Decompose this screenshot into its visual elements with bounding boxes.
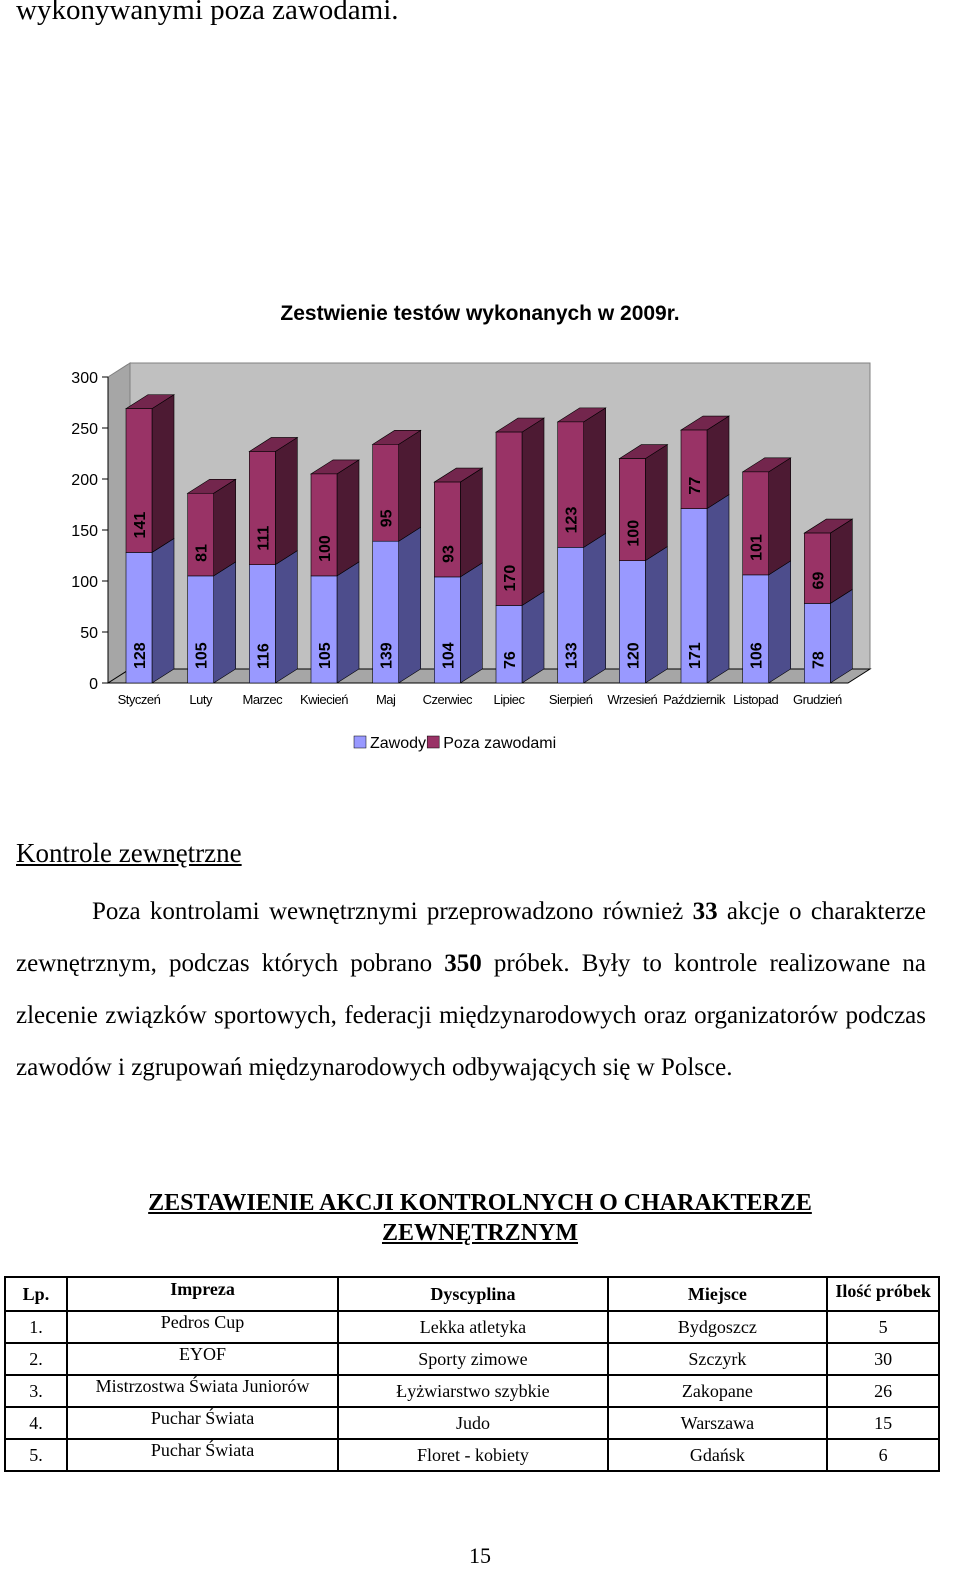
header-lp: Lp. <box>5 1277 67 1311</box>
data-label-zawody: 104 <box>440 642 458 669</box>
cell-impreza-text: Puchar Świata <box>150 1439 255 1460</box>
x-tick-label: Październik <box>663 692 725 707</box>
x-tick-label: Listopad <box>733 692 779 707</box>
bar-poza-zawodami <box>681 430 707 509</box>
cell-ilosc: 5 <box>827 1311 939 1343</box>
header-impreza-label: Impreza <box>170 1279 235 1299</box>
table-row <box>5 1375 939 1407</box>
bar-zawody <box>496 605 522 683</box>
bar-side-zawody <box>275 551 297 683</box>
bar-side-zawody <box>460 563 482 683</box>
x-tick-label: Kwiecień <box>299 692 349 707</box>
data-label-poza-zawodami: 170 <box>502 564 519 592</box>
cell-lp: 1. <box>5 1311 67 1343</box>
bar-side-poza-zawodami <box>584 408 606 547</box>
bar-side-zawody <box>769 561 791 683</box>
bar-side-poza-zawodami <box>645 445 667 561</box>
table-title-line-1: ZESTAWIENIE AKCJI KONTROLNYCH O CHARAKTERZE <box>148 1190 812 1216</box>
paragraph-text-1: Poza kontrolami wewnętrznymi przeprowadzono również <box>92 898 693 925</box>
data-label-zawody: 105 <box>317 642 334 669</box>
legend-label: Poza zawodami <box>443 735 557 752</box>
cell-dyscyplina: Sporty zimowe <box>338 1343 607 1375</box>
cell-miejsce: Bydgoszcz <box>608 1311 828 1343</box>
cell-lp: 5. <box>5 1439 67 1471</box>
bar-side-poza-zawodami <box>460 468 482 577</box>
x-tick-label: Sierpień <box>548 692 593 707</box>
paragraph-text-2: akcje o charakterze zewnętrznym, podczas których pobrano <box>16 898 926 977</box>
y-tick-label: 250 <box>71 421 98 438</box>
cell-dyscyplina: Lekka atletyka <box>338 1311 607 1343</box>
data-label-zawody: 76 <box>502 651 519 669</box>
page-number: 15 <box>469 1543 491 1568</box>
cell-miejsce: Warszawa <box>608 1407 828 1439</box>
legend-label: Zawody <box>370 735 427 752</box>
legend-swatch <box>427 736 439 748</box>
data-label-zawody: 78 <box>810 651 828 669</box>
data-label-poza-zawodami: 111 <box>255 525 273 551</box>
y-tick-label: 50 <box>80 625 98 642</box>
table-title-line-2: ZEWNĘTRZNYM <box>381 1220 579 1246</box>
data-label-poza-zawodami: 101 <box>748 534 766 561</box>
cell-impreza-text: EYOF <box>179 1343 227 1364</box>
bar-side-poza-zawodami <box>275 437 297 564</box>
cell-miejsce: Gdańsk <box>608 1439 828 1471</box>
x-tick-label: Luty <box>189 692 212 707</box>
cell-impreza <box>67 1311 338 1343</box>
section-heading: Kontrole zewnętrzne <box>16 838 242 868</box>
cell-dyscyplina: Judo <box>338 1407 607 1439</box>
data-label-poza-zawodami: 93 <box>440 545 458 563</box>
data-label-zawody: 171 <box>687 642 704 669</box>
header-miejsce: Miejsce <box>608 1277 828 1311</box>
table-row <box>5 1439 939 1471</box>
y-tick-label: 100 <box>71 574 98 591</box>
data-label-poza-zawodami: 100 <box>317 535 334 562</box>
bar-side-poza-zawodami <box>830 519 852 603</box>
data-label-poza-zawodami: 77 <box>687 476 704 495</box>
cell-ilosc: 6 <box>827 1439 939 1471</box>
data-label-zawody: 139 <box>378 642 396 669</box>
bar-side-poza-zawodami <box>522 418 544 605</box>
paragraph-count-samples: 350 <box>444 950 482 977</box>
bar-side-zawody <box>399 527 421 683</box>
table-header-row <box>5 1277 939 1311</box>
bar-side-poza-zawodami <box>707 416 729 509</box>
data-label-zawody: 105 <box>193 642 211 669</box>
stacked-bar-chart <box>0 350 960 770</box>
x-tick-label: Lipiec <box>493 692 525 707</box>
table-row <box>5 1407 939 1439</box>
data-label-poza-zawodami: 141 <box>132 511 149 539</box>
x-tick-label: Grudzień <box>792 692 842 707</box>
x-tick-label: Maj <box>375 692 396 707</box>
bar-side-poza-zawodami <box>769 458 791 575</box>
x-tick-label: Marzec <box>242 692 283 707</box>
data-label-poza-zawodami: 123 <box>563 506 581 534</box>
data-label-poza-zawodami: 69 <box>810 571 828 590</box>
bar-side-poza-zawodami <box>337 460 359 576</box>
x-tick-label: Czerwiec <box>422 692 473 707</box>
cell-ilosc: 30 <box>827 1343 939 1375</box>
data-label-zawody: 133 <box>563 642 581 669</box>
legend-swatch <box>354 736 366 748</box>
cell-ilosc: 15 <box>827 1407 939 1439</box>
cell-lp: 2. <box>5 1343 67 1375</box>
y-tick-label: 200 <box>71 472 98 489</box>
x-tick-label: Styczeń <box>117 692 161 707</box>
cell-miejsce: Szczyrk <box>608 1343 828 1375</box>
bar-poza-zawodami <box>188 493 214 576</box>
cell-miejsce: Zakopane <box>608 1375 828 1407</box>
cell-impreza-text: Pedros Cup <box>160 1311 245 1332</box>
data-label-zawody: 128 <box>132 642 149 669</box>
data-label-poza-zawodami: 95 <box>378 509 396 528</box>
data-label-poza-zawodami: 81 <box>193 544 211 562</box>
bar-side-zawody <box>584 533 606 683</box>
cell-dyscyplina: Floret - kobiety <box>338 1439 607 1471</box>
cell-impreza <box>67 1439 338 1471</box>
table-row <box>5 1311 939 1343</box>
table-title <box>0 1188 960 1248</box>
cell-ilosc: 26 <box>827 1375 939 1407</box>
bar-side-zawody <box>645 547 667 683</box>
table-row <box>5 1343 939 1375</box>
bar-side-poza-zawodami <box>214 479 236 576</box>
data-label-zawody: 120 <box>625 642 643 669</box>
cell-dyscyplina: Łyżwiarstwo szybkie <box>338 1375 607 1407</box>
external-controls-table <box>4 1276 940 1472</box>
data-label-zawody: 116 <box>255 643 273 669</box>
cell-impreza <box>67 1375 338 1407</box>
x-tick-label: Wrzesień <box>607 692 658 707</box>
cell-impreza <box>67 1407 338 1439</box>
header-dyscyplina: Dyscyplina <box>338 1277 607 1311</box>
header-impreza <box>67 1277 338 1311</box>
cell-impreza <box>67 1343 338 1375</box>
paragraph-count-actions: 33 <box>692 898 718 925</box>
bar-zawody <box>804 603 830 683</box>
cell-lp: 4. <box>5 1407 67 1439</box>
bar-side-zawody <box>214 562 236 683</box>
y-tick-label: 150 <box>71 523 98 540</box>
header-ilosc-probek <box>827 1277 939 1311</box>
bar-poza-zawodami <box>804 533 830 603</box>
bar-side-zawody <box>830 589 852 683</box>
bar-side-zawody <box>707 495 729 683</box>
cell-impreza-text: Mistrzostwa Świata Juniorów <box>95 1375 310 1396</box>
bar-side-poza-zawodami <box>152 395 174 553</box>
header-ilosc-probek-label: Ilość próbek <box>835 1281 931 1301</box>
bar-side-poza-zawodami <box>399 430 421 541</box>
data-label-zawody: 106 <box>748 642 766 669</box>
body-paragraph <box>16 886 926 1094</box>
bar-side-zawody <box>337 562 359 683</box>
y-tick-label: 300 <box>71 370 98 387</box>
y-tick-label: 0 <box>89 676 98 693</box>
paragraph-text-3: próbek. Były to kontrole realizowane na zlecenie związków sportowych, federacji międzynarodowych oraz organizatorów podczas zawodów i zgrupowań międzynarodowych odbywających się w Polsce. <box>16 950 926 1081</box>
chart-title: Zestwienie testów wykonanych w 2009r. <box>280 302 680 325</box>
top-text-line: wykonywanymi poza zawodami. <box>16 0 399 26</box>
cell-lp: 3. <box>5 1375 67 1407</box>
bar-side-zawody <box>152 538 174 683</box>
cell-impreza-text: Puchar Świata <box>150 1407 255 1428</box>
bar-side-zawody <box>522 591 544 683</box>
data-label-poza-zawodami: 100 <box>625 519 643 547</box>
